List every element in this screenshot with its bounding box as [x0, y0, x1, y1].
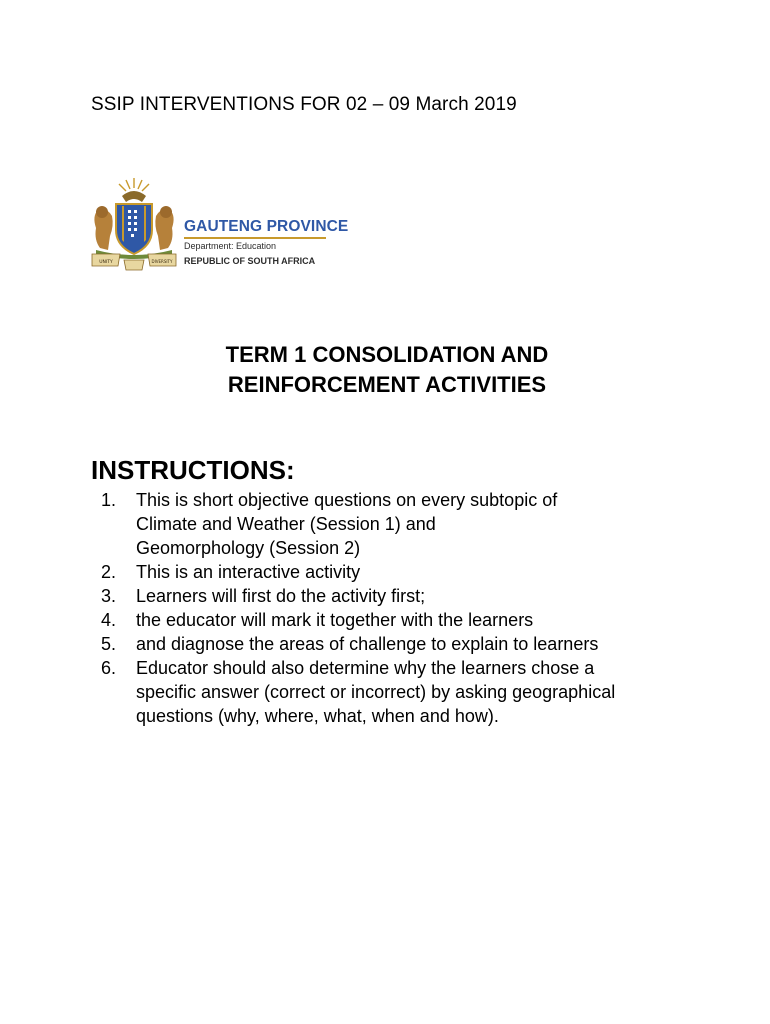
instruction-line: Geomorphology (Session 2)	[136, 538, 361, 558]
coat-of-arms-icon	[88, 176, 180, 272]
instruction-line: This is an interactive activity	[136, 562, 361, 582]
main-title-line-1: TERM 1 CONSOLIDATION AND	[225, 342, 549, 367]
instruction-number: 1.	[101, 490, 117, 510]
instruction-number: 3.	[101, 586, 117, 606]
instruction-line: Educator should also determine why the learners chose a	[136, 658, 595, 678]
instructions-heading: INSTRUCTIONS:	[91, 455, 295, 485]
instruction-item	[91, 632, 731, 656]
logo-country: REPUBLIC OF SOUTH AFRICA	[184, 256, 316, 266]
instruction-number: 6.	[101, 658, 117, 678]
instruction-line: questions (why, where, what, when and how).	[136, 706, 499, 726]
instruction-number: 4.	[101, 610, 117, 630]
instruction-line: the educator will mark it together with the learners	[136, 610, 534, 630]
instruction-item	[91, 584, 731, 608]
page-header: SSIP INTERVENTIONS FOR 02 – 09 March 2019	[91, 94, 517, 115]
gauteng-logo	[88, 176, 348, 276]
instruction-item	[91, 656, 731, 728]
instruction-line: and diagnose the areas of challenge to explain to learners	[136, 634, 599, 654]
logo-organization: GAUTENG PROVINCE	[184, 218, 349, 235]
instruction-item	[91, 608, 731, 632]
motto-left: UNITY	[99, 260, 113, 265]
instruction-line: This is short objective questions on every subtopic of	[136, 490, 558, 510]
instruction-item	[91, 488, 731, 560]
motto-right: DIVERSITY	[151, 259, 173, 264]
instruction-line: Climate and Weather (Session 1) and	[136, 514, 436, 534]
instruction-line: specific answer (correct or incorrect) by asking geographical	[136, 682, 616, 702]
logo-underline	[184, 237, 326, 239]
instruction-number: 5.	[101, 634, 117, 654]
instruction-item	[91, 560, 731, 584]
main-title	[0, 340, 770, 400]
logo-text	[184, 218, 348, 267]
logo-department: Department: Education	[184, 241, 277, 251]
instruction-line: Learners will first do the activity first;	[136, 586, 426, 606]
instruction-number: 2.	[101, 562, 117, 582]
instructions-list	[91, 488, 731, 728]
main-title-line-2: REINFORCEMENT ACTIVITIES	[227, 372, 547, 397]
